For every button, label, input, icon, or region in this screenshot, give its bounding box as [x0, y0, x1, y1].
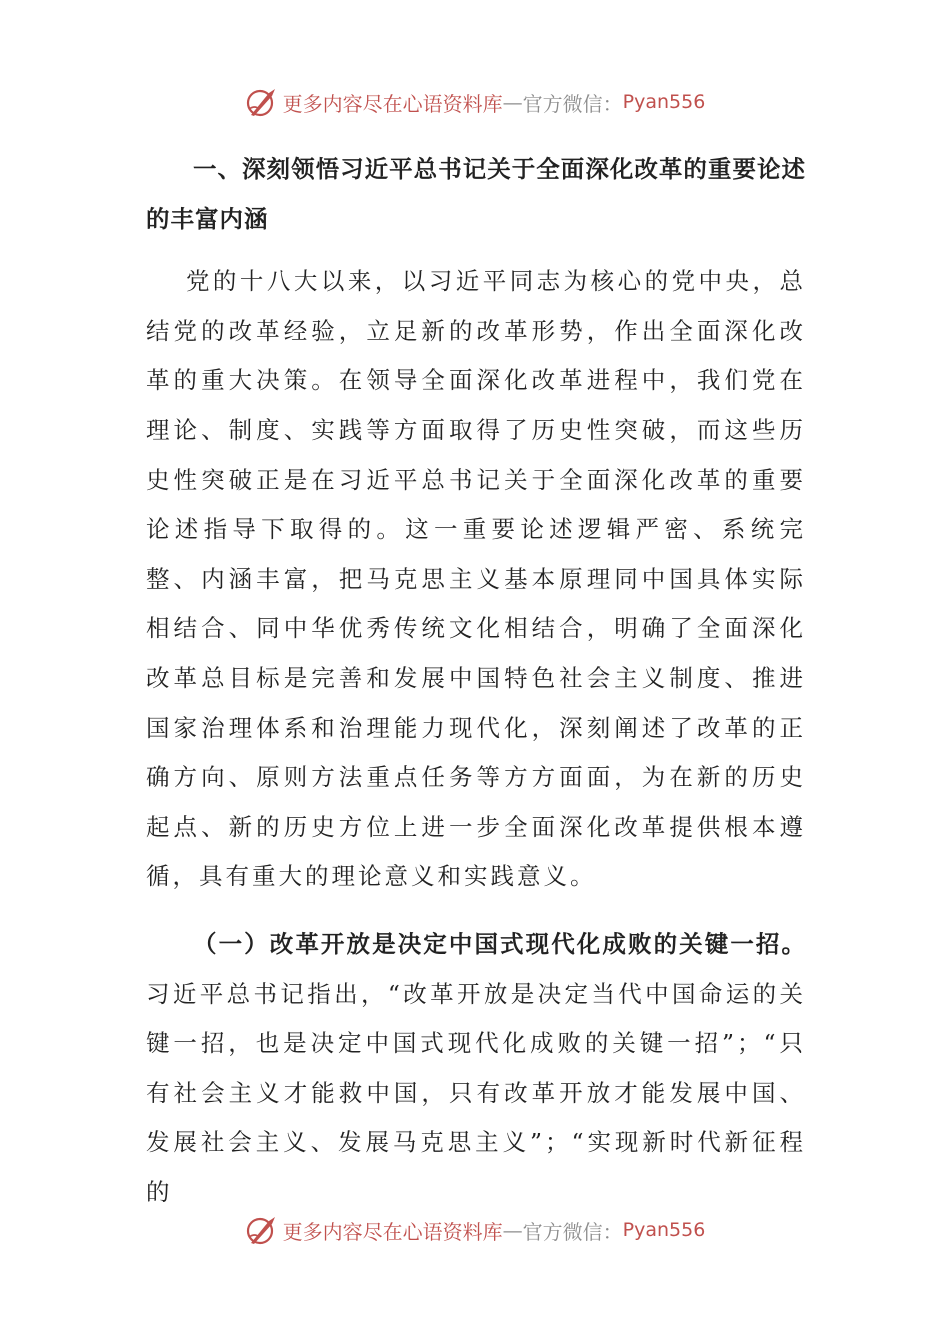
watermark-footer [0, 1208, 950, 1252]
watermark-brand: 更多内容尽在心语资料库 [282, 1219, 503, 1244]
watermark-wechat-id: Pyan556 [622, 1219, 706, 1241]
watermark-wechat-id: Pyan556 [622, 91, 706, 113]
pen-logo-icon [245, 1213, 279, 1247]
watermark-separator: — [502, 1218, 523, 1242]
subsection-heading: （一）改革开放是决定中国式现代化成败的关键一招。 [193, 929, 806, 958]
watermark-header [0, 80, 950, 124]
watermark-separator: — [502, 90, 523, 114]
watermark-brand: 更多内容尽在心语资料库 [282, 91, 503, 116]
section-heading: 一、深刻领悟习近平总书记关于全面深化改革的重要论述的丰富内涵 [146, 155, 806, 233]
subsection-text: 习近平总书记指出，“改革开放是决定当代中国命运的关键一招，也是决定中国式现代化成败的关键一招”；“只有社会主义才能救中国，只有改革开放才能发展中国、发展社会主义、发展马克思主义”；“实现新时代新征程的 [146, 979, 806, 1206]
pen-logo-icon [245, 85, 279, 119]
subsection-paragraph [146, 920, 806, 1218]
watermark-label: 官方微信： [522, 1219, 623, 1244]
section-paragraph: 党的十八大以来，以习近平同志为核心的党中央，总结党的改革经验，立足新的改革形势，作出全面深化改革的重大决策。在领导全面深化改革进程中，我们党在理论、制度、实践等方面取得了历史性突破，而这些历史性突破正是在习近平总书记关于全面深化改革的重要论述指导下取得的。这一重要论述逻辑严密、系统完整、内涵丰富，把马克思主义基本原理同中国具体实际相结合、同中华优秀传统文化相结合，明确了全面深化改革总目标是完善和发展中国特色社会主义制度、推进国家治理体系和治理能力现代化，深刻阐述了改革的正确方向、原则方法重点任务等方方面面，为在新的历史起点、新的历史方位上进一步全面深化改革提供根本遵循，具有重大的理论意义和实践意义。 [146, 267, 806, 891]
watermark-label: 官方微信： [522, 91, 623, 116]
document-body [146, 145, 806, 1217]
